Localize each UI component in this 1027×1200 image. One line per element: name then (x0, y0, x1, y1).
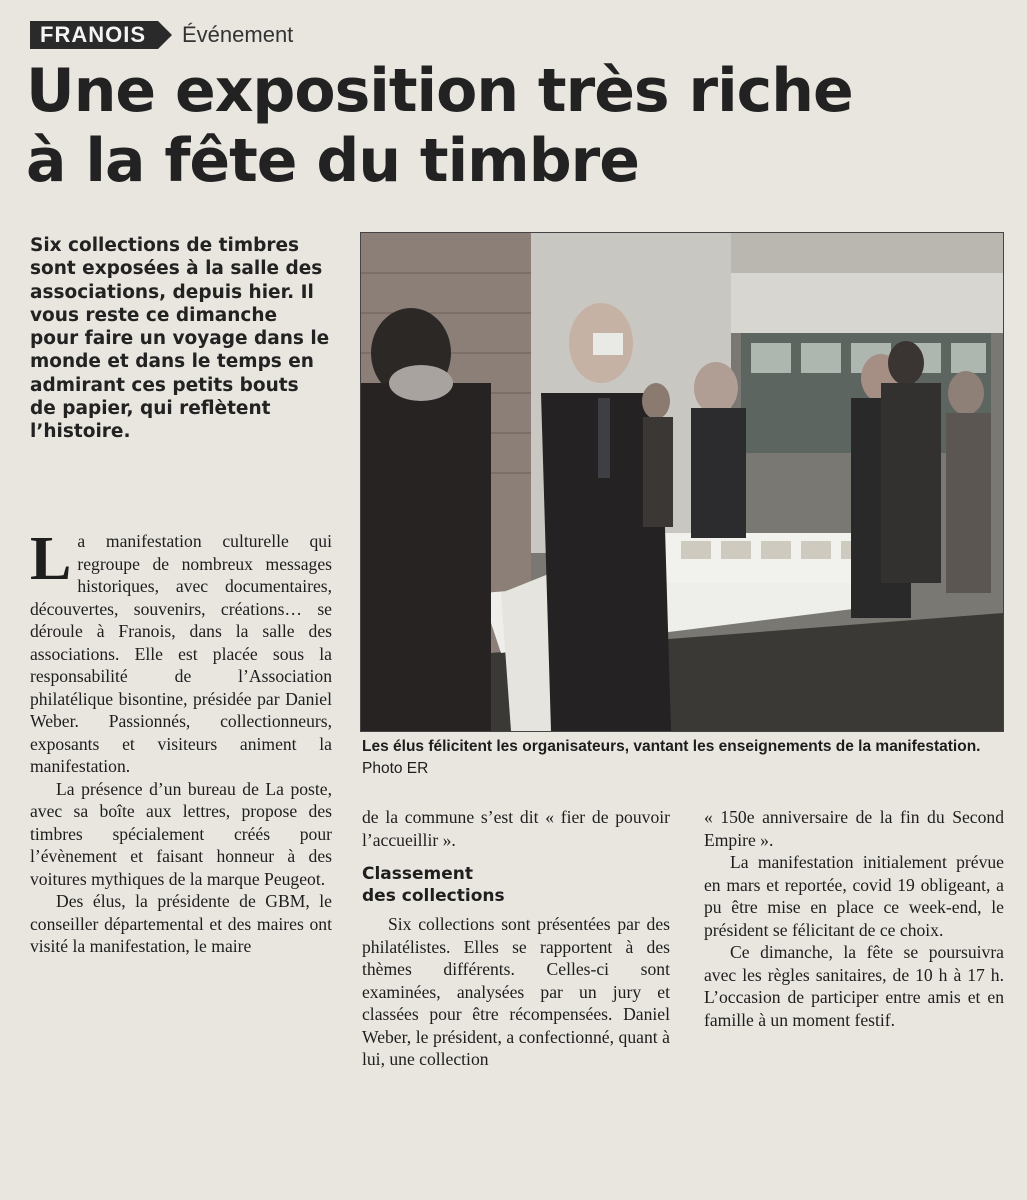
article-column-2 (362, 806, 670, 1071)
section-header (30, 20, 293, 50)
photo-caption (362, 736, 1002, 780)
caption-text: Les élus félicitent les organisateurs, vantant les enseignements de la manifestation. (362, 738, 981, 755)
paragraph-text: a manifestation culturelle qui regroupe de nombreux messages historiques, avec documentaires, découvertes, souvenirs, créations… se déroule à Franois, dans la salle des associations. Elle est placée sous la responsabilité de l’Association philatélique bisontine, présidée par Daniel Weber. Passionnés, collectionneurs, exposants et visiteurs animent la manifestation. (30, 531, 332, 776)
paragraph: Des élus, la présidente de GBM, le conseiller départemental et des maires ont visité la manifestation, le maire (30, 891, 332, 956)
paragraph: Ce dimanche, la fête se poursuivra avec les règles sanitaires, de 10 h à 17 h. L’occasion de participer entre amis et en famille à un moment festif. (704, 942, 1004, 1030)
paragraph: « 150e anniversaire de la fin du Second Empire ». (704, 807, 1004, 850)
paragraph: de la commune s’est dit « fier de pouvoir l’accueillir ». (362, 807, 670, 850)
headline-line-1: Une exposition très riche (26, 56, 853, 126)
article-column-1 (30, 525, 332, 958)
paragraph (30, 525, 332, 778)
article-column-3 (704, 806, 1004, 1031)
subheading-line-1: Classement (362, 864, 474, 884)
photo-credit: Photo ER (362, 760, 429, 777)
article-headline (26, 56, 1006, 196)
subheading-line-2: des collections (362, 886, 505, 906)
photo-illustration (361, 233, 1003, 731)
section-tag: FRANOIS (30, 21, 158, 49)
headline-line-2: à la fête du timbre (26, 126, 639, 196)
paragraph: La présence d’un bureau de La poste, avec sa boîte aux lettres, propose des timbres spécialement créés pour l’évènement et faisant honneur à des voitures mythiques de la marque Peugeot. (30, 778, 332, 889)
drop-cap: L (30, 525, 72, 593)
article-lead: Six collections de timbres sont exposées à la salle des associations, depuis hier. Il vous reste ce dimanche pour faire un voyage dans le monde et dans le temps en admirant ces petits bouts de papier, qui reflètent l’histoire. (30, 235, 330, 443)
rubric-label: Événement (182, 22, 294, 47)
paragraph: Six collections sont présentées par des philatélistes. Elles se rapportent à des thèmes différents. Celles-ci sont examinées, analysées par un jury et classées pour être récompensées. Daniel Weber, le président, a confectionné, quant à lui, une collection (362, 914, 670, 1069)
subheading (362, 863, 670, 907)
paragraph: La manifestation initialement prévue en mars et reportée, covid 19 obligeant, a pu être mise en place ce week-end, le président se félicitant de ce choix. (704, 852, 1004, 940)
article-photo (360, 232, 1004, 732)
